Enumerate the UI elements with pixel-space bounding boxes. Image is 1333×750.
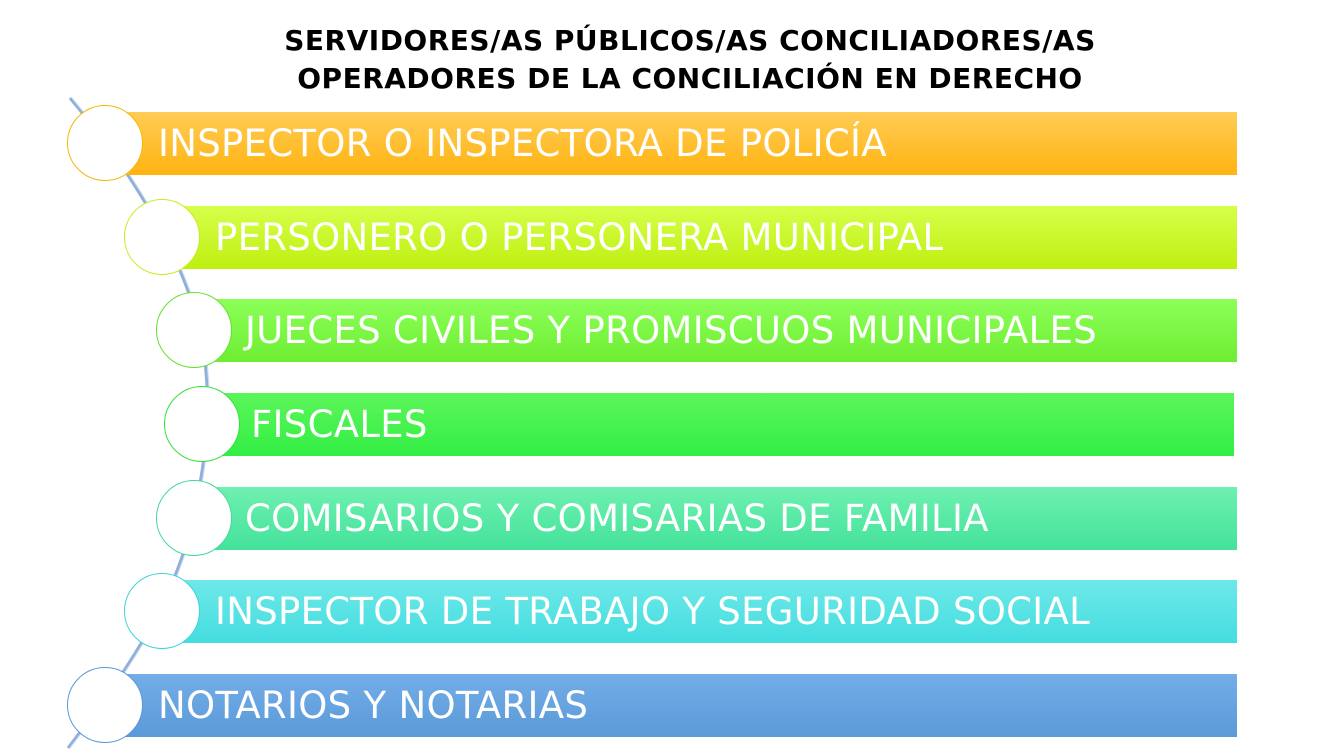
level-circle-7 [67, 667, 143, 743]
level-circle-3 [156, 292, 232, 368]
level-circle-1 [67, 105, 143, 181]
level-circle-2 [124, 199, 200, 275]
level-circle-5 [156, 480, 232, 556]
level-label-5: COMISARIOS Y COMISARIAS DE FAMILIA [245, 497, 989, 540]
level-circle-6 [124, 573, 200, 649]
title-line-2: OPERADORES DE LA CONCILIACIÓN EN DERECHO [297, 62, 1083, 95]
level-label-2: PERSONERO O PERSONERA MUNICIPAL [215, 216, 944, 259]
level-bar-3 [195, 299, 1237, 362]
level-bar-1 [104, 112, 1237, 175]
level-label-7: NOTARIOS Y NOTARIAS [158, 684, 589, 727]
level-bar-7 [104, 674, 1237, 737]
diagram-title [0, 22, 1333, 98]
level-bar-6 [162, 580, 1237, 643]
level-label-1: INSPECTOR O INSPECTORA DE POLICÍA [158, 122, 887, 165]
level-label-4: FISCALES [251, 403, 428, 446]
level-circle-4 [164, 386, 240, 462]
level-bar-5 [195, 487, 1237, 550]
level-label-6: INSPECTOR DE TRABAJO Y SEGURIDAD SOCIAL [215, 590, 1091, 633]
title-line-1: SERVIDORES/AS PÚBLICOS/AS CONCILIADORES/AS [284, 24, 1096, 57]
level-bar-2 [162, 206, 1237, 269]
level-bar-4 [203, 393, 1234, 456]
level-label-3: JUECES CIVILES Y PROMISCUOS MUNICIPALES [245, 309, 1097, 352]
